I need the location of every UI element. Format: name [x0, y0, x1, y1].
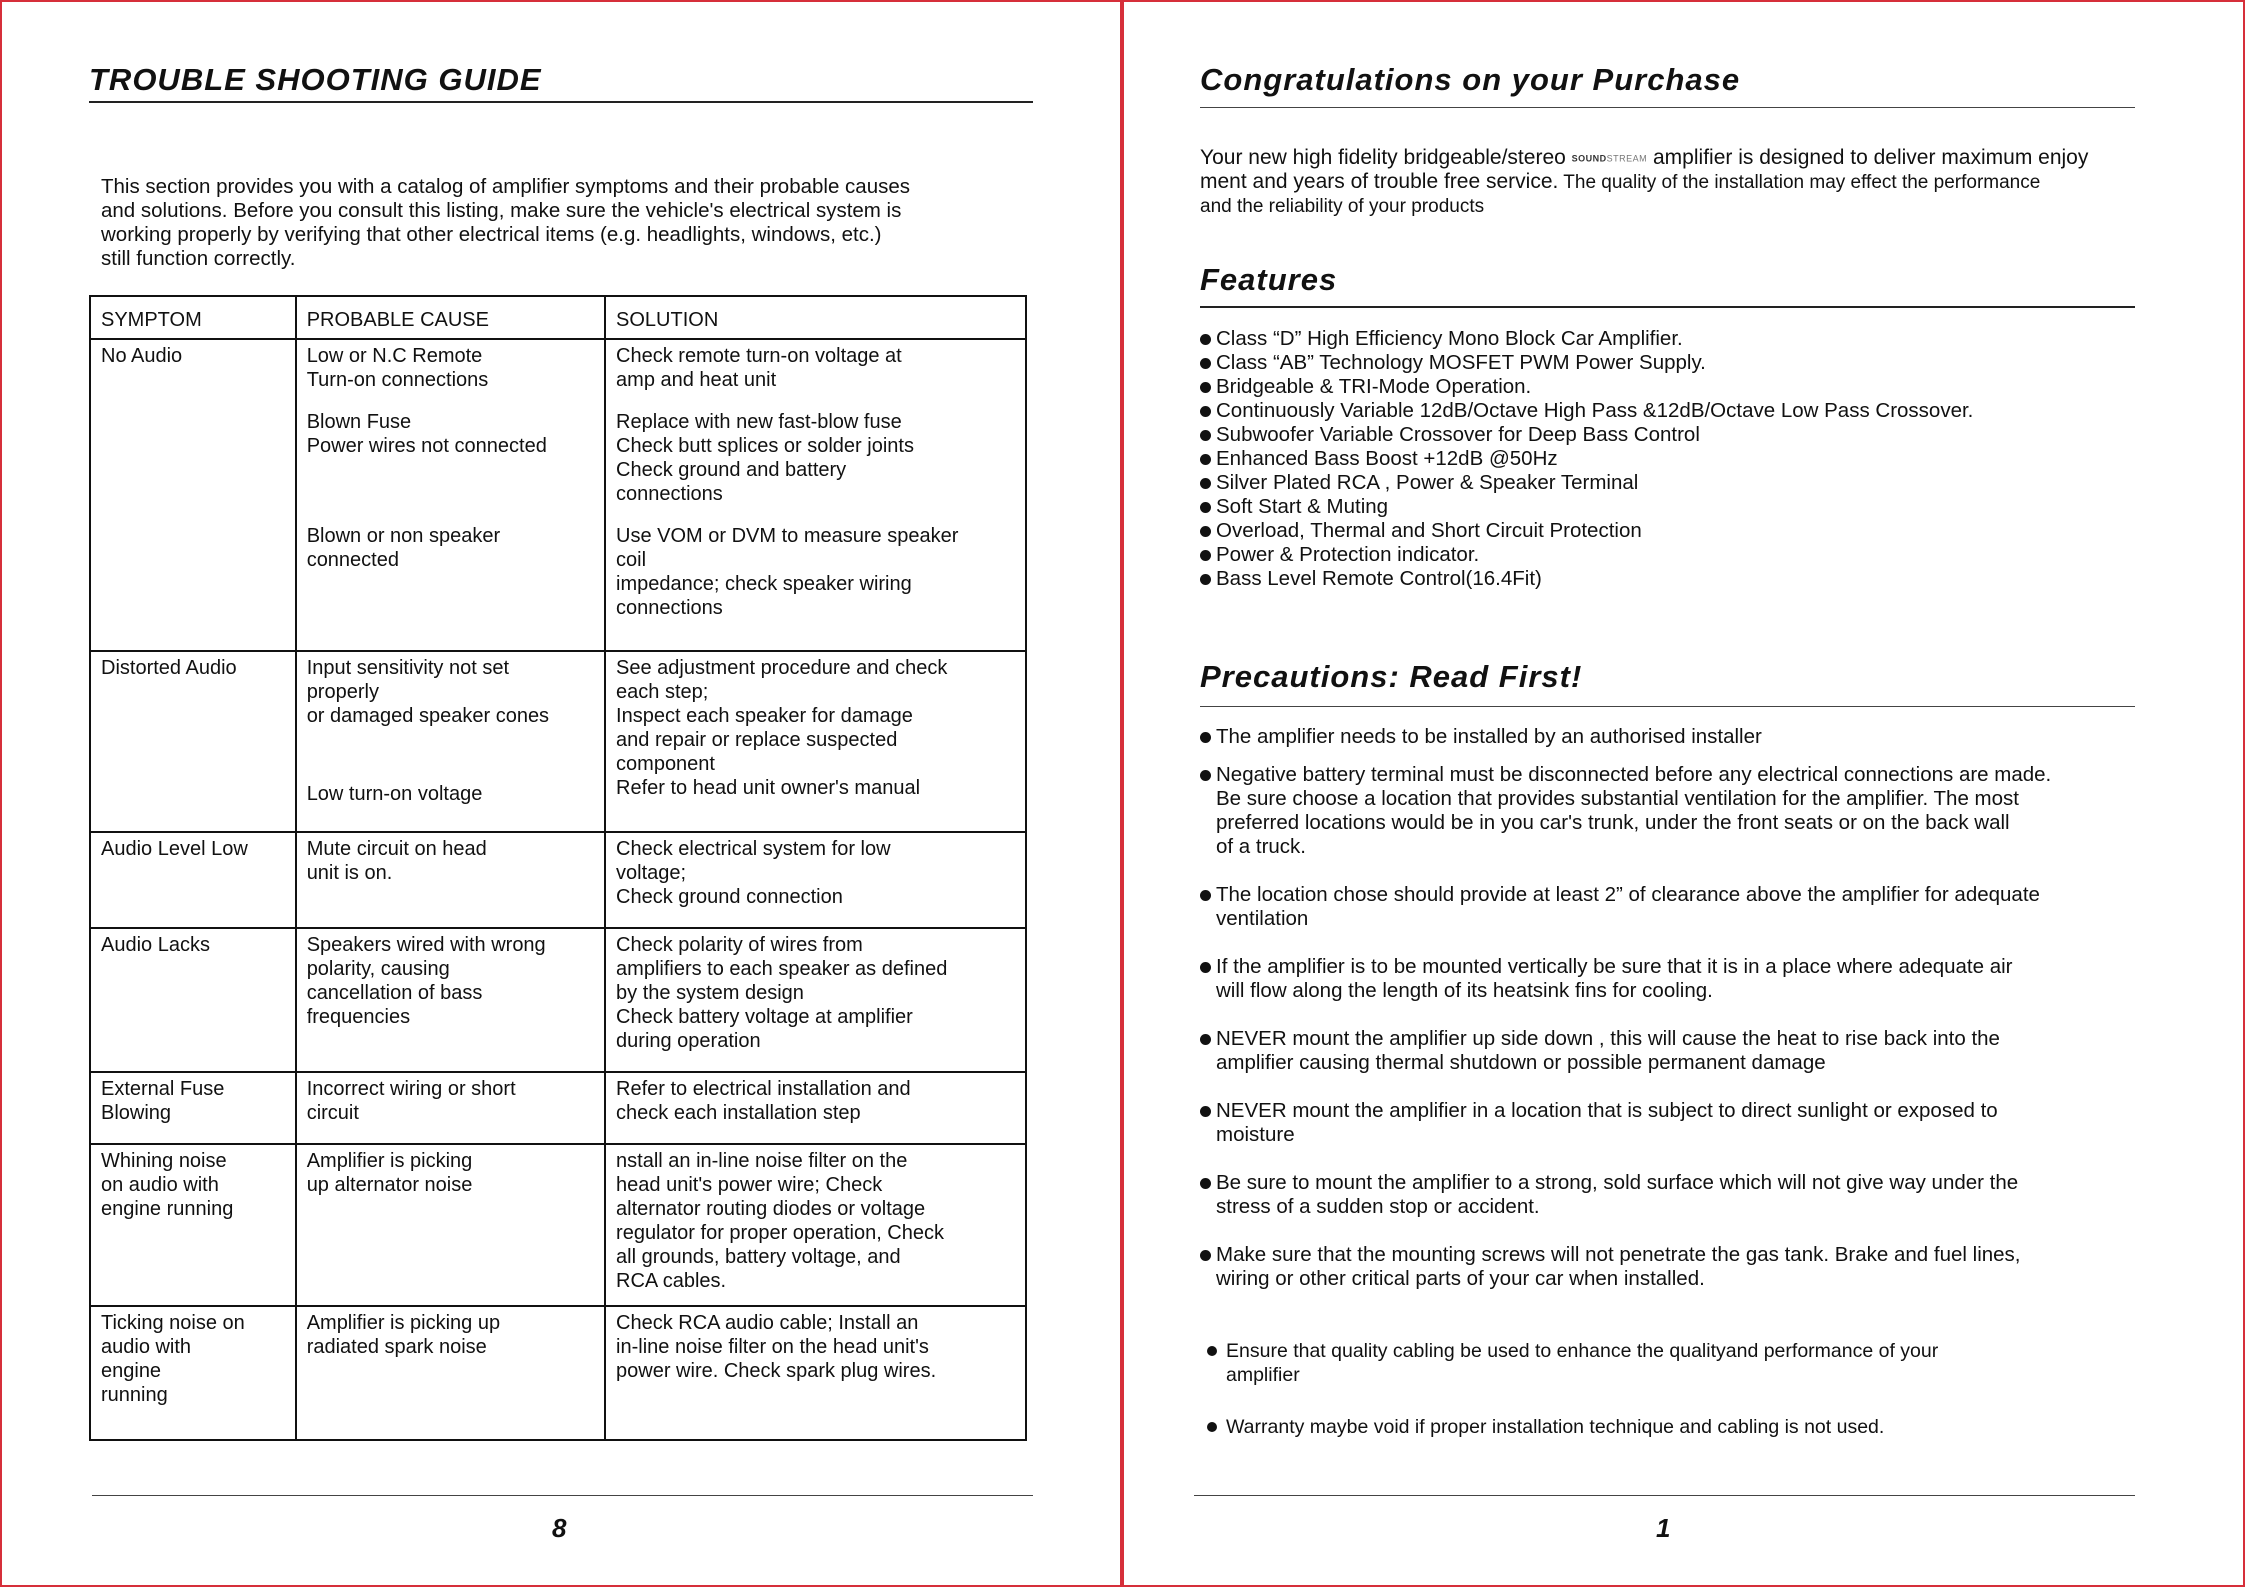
feature-text: Silver Plated RCA , Power & Speaker Terminal	[1216, 471, 1639, 494]
feature-text: Bridgeable & TRI-Mode Operation.	[1216, 375, 1532, 398]
congratulations-paragraph	[1200, 146, 2220, 219]
precaution-text: Make sure that the mounting screws will not penetrate the gas tank. Brake and fuel lines, wiring or other critical parts of your car when installed.	[1216, 1243, 2021, 1290]
feature-text: Soft Start & Muting	[1216, 495, 1389, 518]
precautions-heading: Precautions: Read First!	[1200, 659, 1583, 694]
precautions-rule	[1200, 706, 2135, 707]
header-symptom: SYMPTOM	[90, 296, 296, 339]
list-item	[1200, 1339, 2220, 1387]
congrats-text: ment and years of trouble free service.	[1200, 170, 1559, 194]
cause-item: Input sensitivity not set properly or damaged speaker cones	[306, 657, 550, 727]
table-row	[90, 651, 1026, 832]
precaution-text: Warranty maybe void if proper installation technique and cabling is not used.	[1226, 1416, 1885, 1438]
bullet-icon	[1200, 526, 1211, 537]
features-list-wrap	[1200, 327, 2210, 591]
table-header-row	[90, 296, 1026, 339]
features-heading: Features	[1200, 262, 1338, 297]
list-item	[1200, 375, 2210, 399]
cause-cell: Incorrect wiring or short circuit	[296, 1072, 605, 1144]
precaution-text: NEVER mount the amplifier in a location that is subject to direct sunlight or exposed to moisture	[1216, 1099, 1998, 1146]
troubleshooting-table	[89, 295, 1027, 1441]
congrats-text: The quality of the installation may effect the performance	[1558, 172, 2041, 194]
solution-cell: Check RCA audio cable; Install an in-line noise filter on the head unit's power wire. Check spark plug wires.	[605, 1306, 1026, 1440]
cause-cell: Amplifier is picking up alternator noise	[296, 1144, 605, 1306]
bullet-icon	[1200, 962, 1211, 973]
list-item	[1200, 567, 2210, 591]
list-item	[1200, 351, 2210, 375]
bullet-icon	[1200, 502, 1211, 513]
solution-cell	[605, 339, 1026, 651]
intro-text: This section provides you with a catalog of amplifier symptoms and their probable causes and solutions. Before you consult this listing, make sure the vehicle's electrical system is working properly by verifying that other electrical items (e.g. headlights, windows, etc.) still function correctly.	[101, 175, 911, 270]
bullet-icon	[1200, 1178, 1211, 1189]
page-number: 8	[552, 1513, 567, 1543]
cause-cell	[296, 339, 605, 651]
page-number: 1	[1656, 1513, 1671, 1543]
list-item	[1200, 1415, 2220, 1439]
precaution-text: Negative battery terminal must be disconnected before any electrical connections are made. Be sure choose a location that provides substantial ventilation for the amplifier. The most preferred locations would be in you car's trunk, under the front seats or on the back wall of a truck.	[1216, 763, 2052, 858]
left-page	[0, 0, 1120, 1587]
congrats-line: and the reliability of your products	[1200, 196, 1485, 218]
congrats-text: Your new high fidelity bridgeable/stereo	[1200, 146, 1572, 169]
symptom-cell: Whining noise on audio with engine running	[90, 1144, 296, 1306]
congrats-text: amplifier is designed to deliver maximum enjoy	[1647, 146, 2089, 169]
precautions-list-wrap	[1200, 725, 2220, 1439]
bullet-icon	[1200, 1250, 1211, 1261]
intro-paragraph	[101, 175, 1031, 271]
cause-item: Low or N.C Remote Turn-on connections	[306, 345, 489, 391]
congrats-line	[1200, 170, 2220, 195]
table-row	[90, 832, 1026, 928]
feature-text: Bass Level Remote Control(16.4Fit)	[1216, 567, 1542, 590]
congrats-line	[1200, 146, 2220, 170]
list-item	[1200, 495, 2210, 519]
solution-item: Replace with new fast-blow fuse Check butt splices or solder joints Check ground and battery connections	[616, 411, 914, 505]
symptom-cell: Distorted Audio	[90, 651, 296, 832]
footer-rule	[92, 1495, 1033, 1496]
list-item	[1200, 1171, 2220, 1219]
precaution-text: If the amplifier is to be mounted vertically be sure that it is in a place where adequate air will flow along the length of its heatsink fins for cooling.	[1216, 955, 2013, 1002]
symptom-cell: Audio Lacks	[90, 928, 296, 1072]
brand-logo-part: STREAM	[1606, 153, 1648, 164]
header-solution: SOLUTION	[605, 296, 1026, 339]
bullet-icon	[1200, 574, 1211, 585]
symptom-cell: Audio Level Low	[90, 832, 296, 928]
list-item	[1200, 1243, 2220, 1291]
list-item	[1200, 763, 2220, 859]
cause-cell: Speakers wired with wrong polarity, causing cancellation of bass frequencies	[296, 928, 605, 1072]
footer-rule	[1194, 1495, 2135, 1496]
features-rule	[1200, 306, 2135, 308]
feature-text: Class “AB” Technology MOSFET PWM Power Supply.	[1216, 351, 1706, 374]
precaution-text: Ensure that quality cabling be used to enhance the qualityand performance of your amplifier	[1226, 1340, 1939, 1386]
bullet-icon	[1200, 430, 1211, 441]
symptom-cell: Ticking noise on audio with engine running	[90, 1306, 296, 1440]
cause-item: Blown Fuse Power wires not connected	[306, 411, 547, 457]
list-item	[1200, 955, 2220, 1003]
list-item	[1200, 447, 2210, 471]
feature-text: Enhanced Bass Boost +12dB @50Hz	[1216, 447, 1558, 470]
solution-cell: Check polarity of wires from amplifiers to each speaker as defined by the system design Check battery voltage at amplifier during operation	[605, 928, 1026, 1072]
bullet-icon	[1200, 382, 1211, 393]
right-page	[1124, 0, 2245, 1587]
list-item	[1200, 519, 2210, 543]
bullet-icon	[1207, 1422, 1217, 1432]
header-probable-cause: PROBABLE CAUSE	[296, 296, 605, 339]
list-item	[1200, 471, 2210, 495]
bullet-icon	[1200, 770, 1211, 781]
bullet-icon	[1200, 334, 1211, 345]
bullet-icon	[1200, 1106, 1211, 1117]
solution-cell: Refer to electrical installation and check each installation step	[605, 1072, 1026, 1144]
bullet-icon	[1200, 1034, 1211, 1045]
list-item	[1200, 1099, 2220, 1147]
features-list	[1200, 327, 2210, 591]
table-row	[90, 339, 1026, 651]
symptom-cell: No Audio	[90, 339, 296, 651]
precaution-text: The amplifier needs to be installed by an authorised installer	[1216, 725, 1762, 748]
feature-text: Power & Protection indicator.	[1216, 543, 1480, 566]
troubleshooting-heading: TROUBLE SHOOTING GUIDE	[89, 62, 542, 97]
cause-item: Low turn-on voltage	[306, 783, 483, 805]
list-item	[1200, 1027, 2220, 1075]
list-item	[1200, 543, 2210, 567]
list-item	[1200, 327, 2210, 351]
congratulations-heading: Congratulations on your Purchase	[1200, 62, 1741, 97]
feature-text: Overload, Thermal and Short Circuit Protection	[1216, 519, 1642, 542]
solution-item: Check remote turn-on voltage at amp and heat unit	[616, 345, 902, 391]
bullet-icon	[1200, 550, 1211, 561]
bullet-icon	[1200, 358, 1211, 369]
precaution-text: The location chose should provide at least 2” of clearance above the amplifier for adequate ventilation	[1216, 883, 2040, 930]
list-item	[1200, 725, 2220, 749]
feature-text: Class “D” High Efficiency Mono Block Car Amplifier.	[1216, 327, 1683, 350]
bullet-icon	[1200, 890, 1211, 901]
precaution-text: NEVER mount the amplifier up side down , this will cause the heat to rise back into the amplifier causing thermal shutdown or possible permanent damage	[1216, 1027, 2000, 1074]
brand-logo-part: SOUND	[1571, 153, 1607, 164]
precautions-list	[1200, 725, 2220, 1439]
bullet-icon	[1207, 1346, 1217, 1356]
solution-cell: nstall an in-line noise filter on the head unit's power wire; Check alternator routing diodes or voltage regulator for proper operation, Check all grounds, battery voltage, and RCA cables.	[605, 1144, 1026, 1306]
list-item	[1200, 423, 2210, 447]
feature-text: Continuously Variable 12dB/Octave High Pass &12dB/Octave Low Pass Crossover.	[1216, 399, 1974, 422]
bullet-icon	[1200, 732, 1211, 743]
table-row	[90, 1072, 1026, 1144]
cause-cell: Amplifier is picking up radiated spark noise	[296, 1306, 605, 1440]
list-item	[1200, 399, 2210, 423]
table-row	[90, 1306, 1026, 1440]
cause-item: Blown or non speaker connected	[306, 525, 501, 571]
solution-cell: Check electrical system for low voltage; Check ground connection	[605, 832, 1026, 928]
precaution-text: Be sure to mount the amplifier to a strong, sold surface which will not give way under the stress of a sudden stop or accident.	[1216, 1171, 2019, 1218]
bullet-icon	[1200, 454, 1211, 465]
brand-logo	[1572, 153, 1648, 163]
feature-text: Subwoofer Variable Crossover for Deep Bass Control	[1216, 423, 1700, 446]
solution-item: Use VOM or DVM to measure speaker coil impedance; check speaker wiring connections	[616, 525, 959, 619]
table-row	[90, 928, 1026, 1072]
solution-cell: See adjustment procedure and check each step; Inspect each speaker for damage and repair or replace suspected component Refer to head unit owner's manual	[605, 651, 1026, 832]
cause-cell	[296, 651, 605, 832]
table-row	[90, 1144, 1026, 1306]
cause-cell: Mute circuit on head unit is on.	[296, 832, 605, 928]
bullet-icon	[1200, 478, 1211, 489]
heading-rule	[89, 101, 1033, 103]
congratulations-rule	[1200, 107, 2135, 108]
list-item	[1200, 883, 2220, 931]
bullet-icon	[1200, 406, 1211, 417]
symptom-cell: External Fuse Blowing	[90, 1072, 296, 1144]
